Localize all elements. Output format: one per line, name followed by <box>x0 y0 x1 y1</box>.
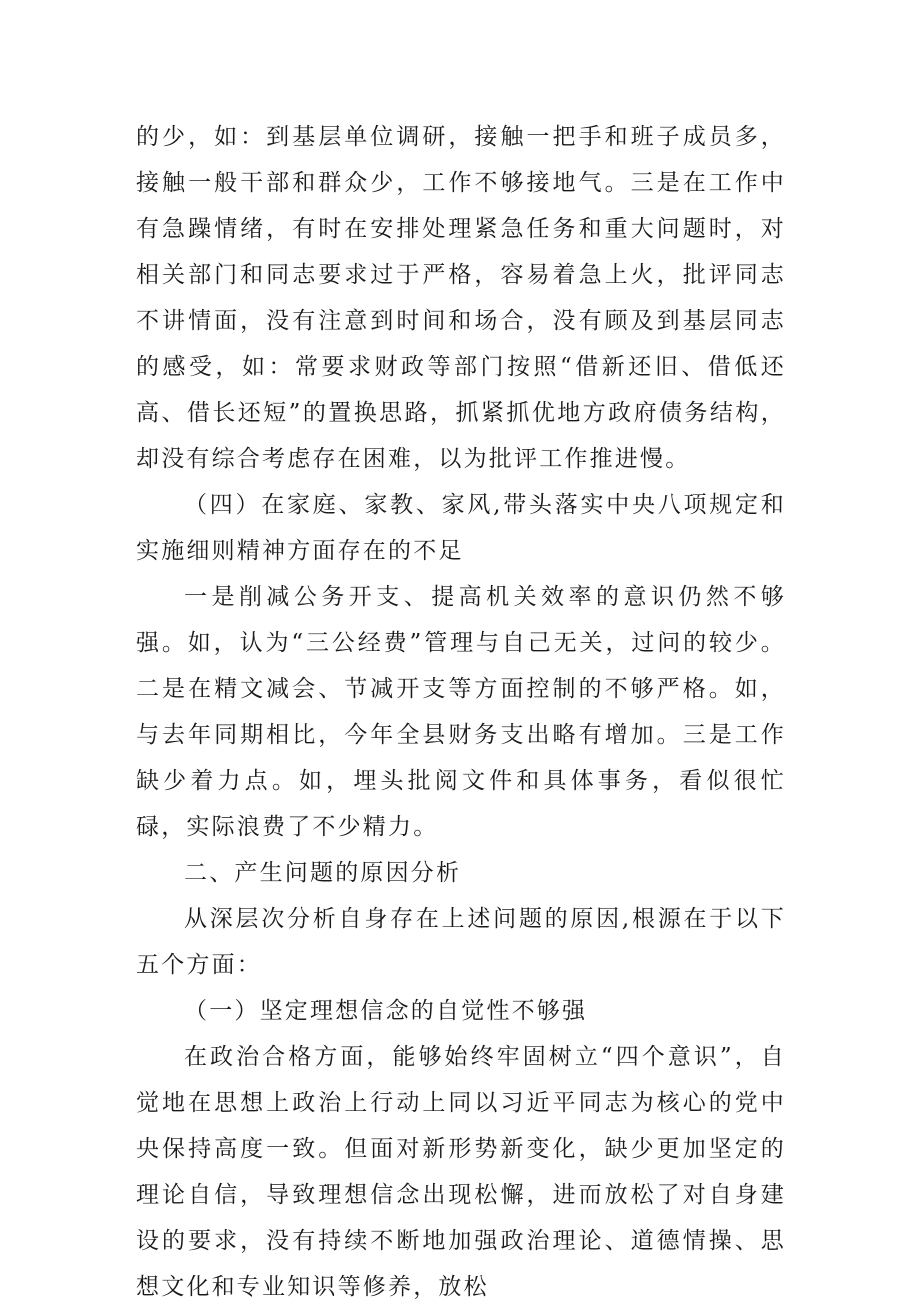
paragraph-political-qualification: 在政治合格方面，能够始终牢固树立“四个意识”，自觉地在思想上政治上行动上同以习近平同志为核心的党中央保持高度一致。但面对新形势新变化，缺少更加坚定的理论自信，导致理想信念出现松懈，进而放松了对自身建设的要求，没有持续不断地加强政治理论、道德情操、思想文化和专业知识等修养，放松 <box>136 1044 786 1300</box>
paragraph-cause-intro: 从深层次分析自身存在上述问题的原因,根源在于以下五个方面： <box>136 906 786 978</box>
paragraph-continuation: 的少，如：到基层单位调研，接触一把手和班子成员多，接触一般干部和群众少，工作不够接地气。三是在工作中有急躁情绪，有时在安排处理紧急任务和重大问题时，对相关部门和同志要求过于严格，容易着急上火，批评同志不讲情面，没有注意到时间和场合，没有顾及到基层同志的感受，如：常要求财政等部门按照“借新还旧、借低还高、借长还短”的置换思路，抓紧抓优地方政府债务结构，却没有综合考虑存在困难，以为批评工作推进慢。 <box>136 124 786 472</box>
section-heading-one: （一）坚定理想信念的自觉性不够强 <box>184 998 588 1024</box>
section-heading-four: （四）在家庭、家教、家风,带头落实中央八项规定和实施细则精神方面存在的不足 <box>136 492 786 564</box>
document-body <box>136 114 786 1310</box>
paragraph-expense-issues: 一是削减公务开支、提高机关效率的意识仍然不够强。如，认为“三公经费”管理与自己无关，过问的较少。二是在精文减会、节减开支等方面控制的不够严格。如，与去年同期相比，今年全县财务支出略有增加。三是工作缺少着力点。如，埋头批阅文件和具体事务，看似很忙碌，实际浪费了不少精力。 <box>136 584 786 840</box>
section-heading-cause-analysis: 二、产生问题的原因分析 <box>184 860 462 886</box>
